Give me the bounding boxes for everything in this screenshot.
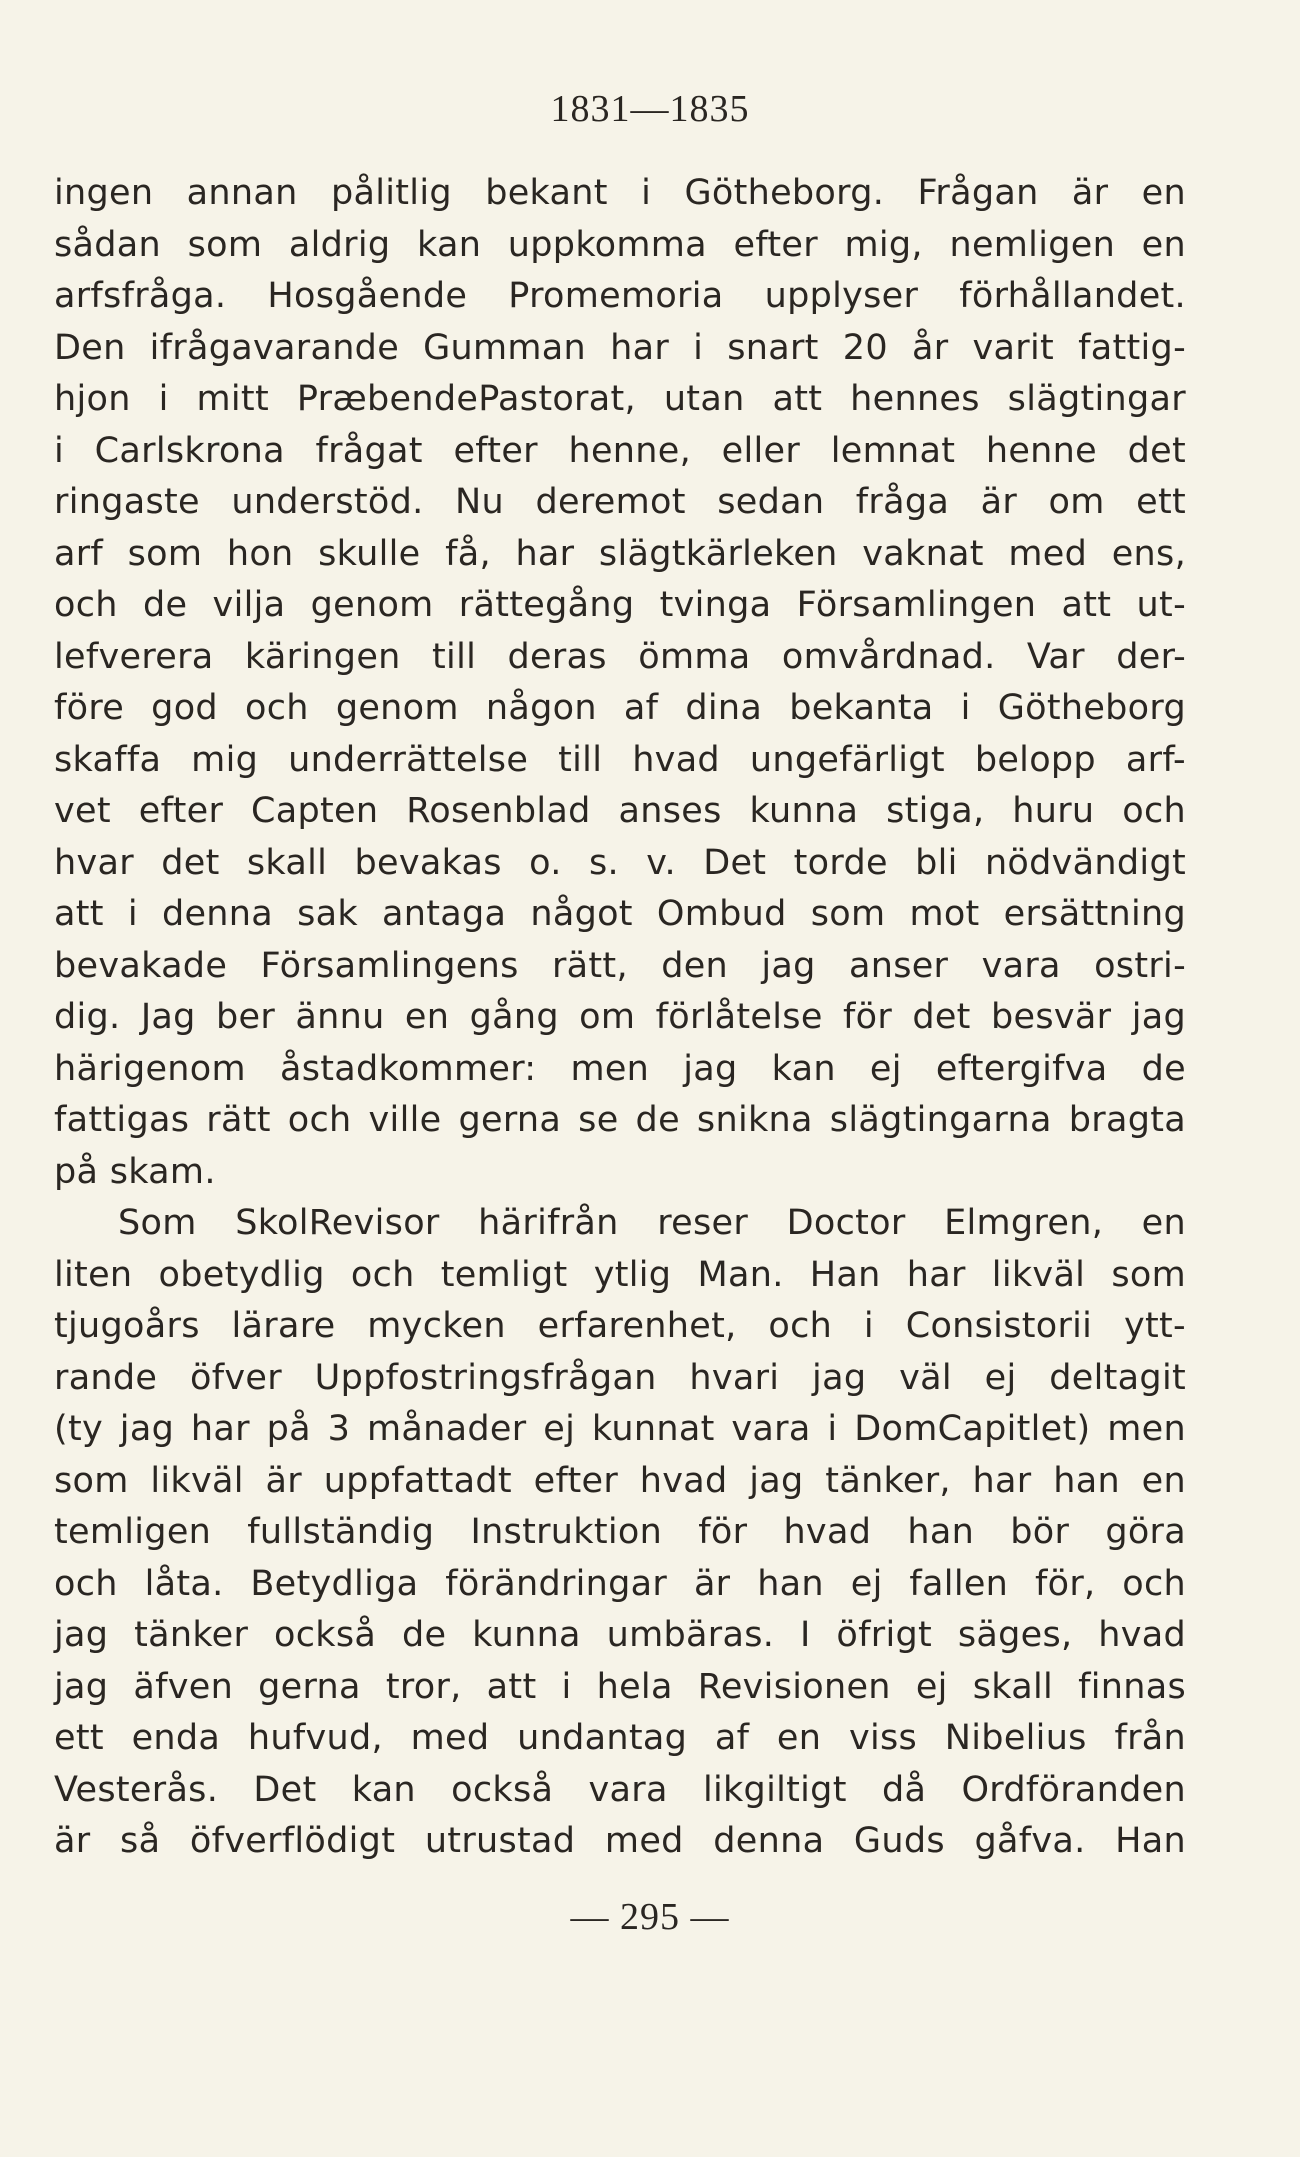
- text-line: Vesterås. Det kan också vara likgiltigt då Ordföranden: [54, 1769, 1186, 1810]
- page-number: — 295 —: [570, 1896, 730, 1938]
- text-line: hvar det skall bevakas o. s. v. Det torde bli nödvändigt: [54, 842, 1186, 883]
- text-line: skaffa mig underrättelse till hvad ungefärligt belopp arf-: [54, 739, 1186, 780]
- text-line: temligen fullständig Instruktion för hvad han bör göra: [54, 1512, 1186, 1552]
- text-line: dig. Jag ber ännu en gång om förlåtelse för det besvär jag: [54, 997, 1186, 1037]
- text-line: (ty jag har på 3 månader ej kunnat vara i DomCapitlet) men: [54, 1409, 1186, 1449]
- text-line: härigenom åstadkommer: men jag kan ej eftergifva de: [54, 1048, 1186, 1089]
- text-line: i Carlskrona frågat efter henne, eller lemnat henne det: [54, 430, 1186, 471]
- text-line: tjugoårs lärare mycken erfarenhet, och i Consistorii ytt-: [54, 1306, 1186, 1346]
- body-text: [54, 168, 1186, 1868]
- text-line: fattigas rätt och ville gerna se de snikna slägtingarna bragta: [54, 1100, 1186, 1140]
- text-line: jag äfven gerna tror, att i hela Revisionen ej skall finnas: [54, 1666, 1186, 1707]
- text-line: rande öfver Uppfostringsfrågan hvari jag väl ej deltagit: [54, 1357, 1186, 1398]
- text-line: hjon i mitt PræbendePastorat, utan att hennes slägtingar: [54, 379, 1186, 419]
- text-line: jag tänker också de kunna umbäras. I öfrigt säges, hvad: [54, 1615, 1186, 1655]
- text-line: att i denna sak antaga något Ombud som mot ersättning: [54, 894, 1186, 934]
- text-line: arf som hon skulle få, har slägtkärleken vaknat med ens,: [54, 533, 1186, 574]
- text-line: ringaste understöd. Nu deremot sedan fråga är om ett: [54, 482, 1186, 522]
- text-line: före god och genom någon af dina bekanta i Götheborg: [54, 688, 1186, 728]
- text-line: och de vilja genom rättegång tvinga Församlingen att ut-: [54, 585, 1186, 625]
- text-line: Som SkolRevisor härifrån reser Doctor Elmgren, en: [118, 1203, 1186, 1243]
- text-line: ett enda hufvud, med undantag af en viss Nibelius från: [54, 1718, 1186, 1758]
- text-line: ingen annan pålitlig bekant i Götheborg. Frågan är en: [54, 173, 1186, 213]
- text-line: arfsfråga. Hosgående Promemoria upplyser förhållandet.: [54, 276, 1186, 316]
- running-head: 1831—1835: [550, 88, 750, 130]
- text-line: är så öfverflödigt utrustad med denna Guds gåfva. Han: [54, 1821, 1186, 1861]
- text-line: liten obetydlig och temligt ytlig Man. Han har likväl som: [54, 1254, 1186, 1295]
- text-line: vet efter Capten Rosenblad anses kunna stiga, huru och: [54, 791, 1186, 831]
- text-line: lefverera käringen till deras ömma omvårdnad. Var der-: [54, 636, 1186, 677]
- text-line: som likväl är uppfattadt efter hvad jag tänker, har han en: [54, 1460, 1186, 1501]
- text-line: bevakade Församlingens rätt, den jag anser vara ostri-: [54, 945, 1186, 986]
- text-line: och låta. Betydliga förändringar är han ej fallen för, och: [54, 1563, 1186, 1604]
- text-line: sådan som aldrig kan uppkomma efter mig, nemligen en: [54, 224, 1186, 265]
- text-line: på skam.: [54, 1151, 216, 1192]
- text-line: Den ifrågavarande Gumman har i snart 20 år varit fattig-: [54, 327, 1186, 368]
